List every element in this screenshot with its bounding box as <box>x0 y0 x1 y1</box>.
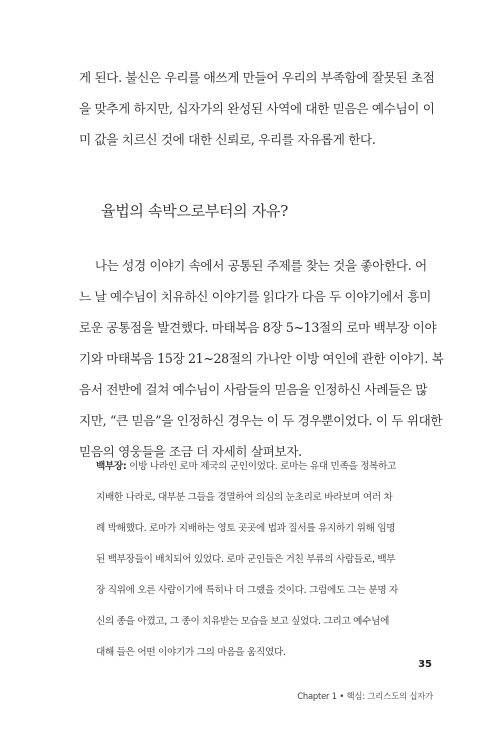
paragraph-line: 로운 공통점을 발견했다. 마태복음 8장 5~13절의 로마 백부장 이야 <box>79 320 437 335</box>
sidebar-line: 된 백부장들이 배치되어 있었다. 로마 군인들은 거친 부류의 사람들로, 백부 <box>96 554 396 565</box>
paragraph-line: 기와 마태복음 15장 21~28절의 가나안 이방 여인에 관한 이야기. 복 <box>79 351 444 366</box>
paragraph-line: 게 된다. 불신은 우리를 애쓰게 만들어 우리의 부족함에 잘못된 초점 <box>79 70 435 85</box>
section-heading: 율법의 속박으로부터의 자유? <box>101 202 288 220</box>
paragraph-line: 음서 전반에 걸쳐 예수님이 사람들의 믿음을 인정하신 사례들은 많 <box>79 382 428 397</box>
body-paragraph-2 <box>79 250 444 467</box>
paragraph-line: 믿음의 영웅들을 조금 더 자세히 살펴보자. <box>79 444 302 459</box>
sidebar-text: 이방 나라인 로마 제국의 군인이었다. 로마는 유대 민족을 정복하고 <box>126 461 397 472</box>
sidebar-line: 장 직위에 오른 사람이기에 특히나 더 그랬을 것이다. 그럼에도 그는 분명 자 <box>96 585 399 596</box>
sidebar-note-centurion <box>96 451 432 668</box>
paragraph-line: 지만, “큰 믿음”을 인정하신 경우는 이 두 경우뿐이었다. 이 두 위대한 <box>79 413 443 428</box>
paragraph-line: 을 맞추게 하지만, 십자가의 완성된 사역에 대한 믿음은 예수님이 이 <box>79 101 435 116</box>
page-number: 35 <box>418 659 432 670</box>
sidebar-label: 백부장: <box>96 461 127 472</box>
sidebar-line: 례 박해했다. 로마가 지배하는 영토 곳곳에 법과 질서를 유지하기 위해 임명 <box>96 523 396 534</box>
paragraph-line: 나는 성경 이야기 속에서 공통된 주제를 찾는 것을 좋아한다. 어 <box>79 258 427 273</box>
paragraph-line: 느 날 예수님이 치유하신 이야기를 읽다가 다음 두 이야기에서 흥미 <box>79 289 431 304</box>
running-footer: Chapter 1 • 핵심: 그리스도의 십자가 <box>297 691 433 701</box>
sidebar-first-line <box>96 451 432 482</box>
sidebar-line: 지배한 나라로, 대부분 그들을 경멸하여 의심의 눈초리로 바라보며 여러 차 <box>96 492 393 503</box>
body-paragraph-1 <box>79 62 439 155</box>
sidebar-line: 신의 종을 아꼈고, 그 종이 치유받는 모습을 보고 싶었다. 그리고 예수님에 <box>96 616 390 627</box>
paragraph-line: 미 값을 치르신 것에 대한 신뢰로, 우리를 자유롭게 한다. <box>79 132 376 147</box>
sidebar-line: 대해 들은 어떤 이야기가 그의 마음을 움직였다. <box>96 647 286 658</box>
